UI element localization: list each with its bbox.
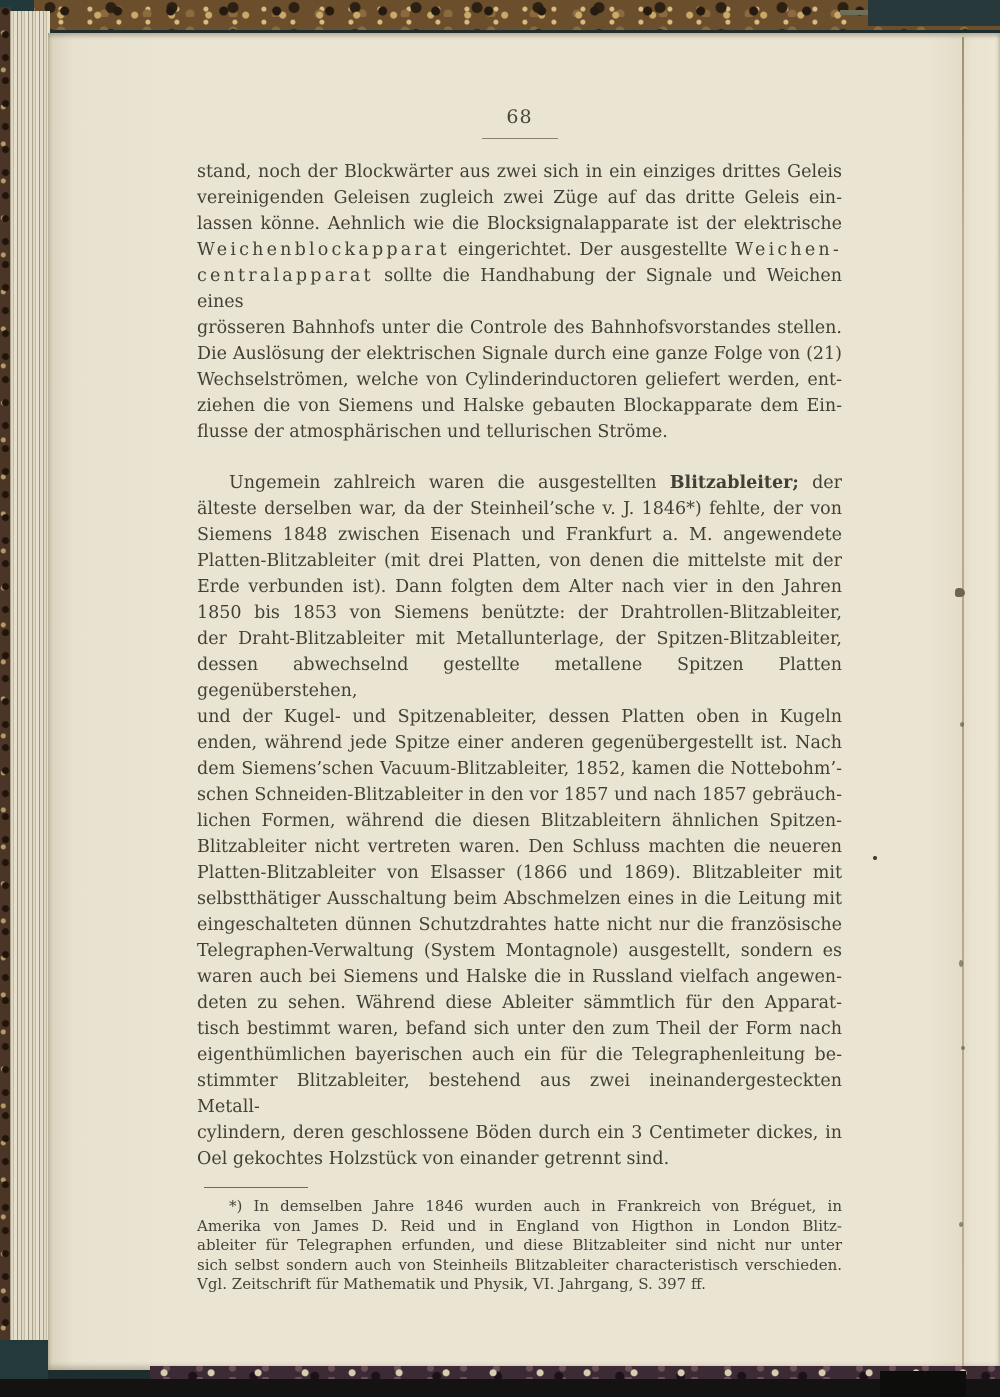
page-header bbox=[197, 33, 842, 139]
cover-bottom-notch bbox=[880, 1371, 966, 1397]
text-segment: Wechselströmen, welche von Cylinderinductoren geliefert werden, ent- bbox=[197, 370, 842, 390]
text-segment: Platten-Blitzableiter (mit drei Platten, von denen die mittelste mit der bbox=[197, 551, 842, 571]
page-number: 68 bbox=[506, 106, 533, 128]
text-segment: Die Auslösung der elektrischen Signale durch eine ganze Folge von (21) bbox=[197, 344, 842, 364]
text-segment: stand, noch der Blockwärter aus zwei sich in ein einziges drittes Geleis bbox=[197, 162, 842, 182]
text-line bbox=[197, 652, 842, 704]
text-line bbox=[197, 886, 842, 912]
text-segment: sich selbst sondern auch von Steinheils Blitzableiter characteristisch verschieden. bbox=[197, 1255, 842, 1274]
footnote-separator-rule bbox=[204, 1187, 308, 1188]
text-segment: lassen könne. Aehnlich wie die Blocksignalapparate ist der elektrische bbox=[197, 214, 842, 234]
text-segment: eingerichtet. Der ausgestellte bbox=[449, 240, 736, 260]
text-line bbox=[197, 393, 842, 419]
text-line bbox=[197, 237, 842, 263]
text-line bbox=[197, 185, 842, 211]
text-block bbox=[197, 33, 842, 1295]
text-line bbox=[197, 1146, 842, 1172]
text-line bbox=[197, 704, 842, 730]
paper-blemish bbox=[955, 588, 965, 597]
text-segment: lichen Formen, während die diesen Blitzableitern ähnlichen Spitzen- bbox=[197, 811, 842, 831]
text-line bbox=[197, 522, 842, 548]
text-segment: selbstthätiger Ausschaltung beim Abschmelzen eines in die Leitung mit bbox=[197, 889, 842, 909]
text-segment: sollte die Handhabung der Signale und Weichen eines bbox=[197, 266, 842, 312]
text-line bbox=[197, 938, 842, 964]
cover-bottom-band bbox=[0, 1379, 1000, 1397]
text-line bbox=[197, 574, 842, 600]
text-segment: ziehen die von Siemens und Halske gebauten Blockapparate dem Ein- bbox=[197, 396, 842, 416]
text-segment: deten zu sehen. Während diese Ableiter sämmtlich für den Apparat- bbox=[197, 993, 842, 1013]
text-segment: enden, während jede Spitze einer anderen gegenübergestellt ist. Nach bbox=[197, 733, 842, 753]
text-segment: cylindern, deren geschlossene Böden durch ein 3 Centimeter dickes, in bbox=[197, 1123, 842, 1143]
text-line bbox=[197, 548, 842, 574]
text-segment: eigenthümlichen bayerischen auch ein für die Telegraphenleitung be- bbox=[197, 1045, 842, 1065]
paragraph-1 bbox=[197, 159, 842, 445]
text-line bbox=[197, 990, 842, 1016]
text-segment: Telegraphen-Verwaltung (System Montagnole) ausgestellt, sondern es bbox=[197, 941, 842, 961]
gutter-fold-line bbox=[962, 37, 964, 1367]
text-line bbox=[197, 211, 842, 237]
text-segment: Erde verbunden ist). Dann folgten dem Alter nach vier in den Jahren bbox=[197, 577, 842, 597]
text-line bbox=[197, 1120, 842, 1146]
text-segment: Blitzableiter nicht vertreten waren. Den Schluss machten die neueren bbox=[197, 837, 842, 857]
text-line bbox=[197, 263, 842, 315]
text-line bbox=[197, 1068, 842, 1120]
text-segment: tisch bestimmt waren, befand sich unter den zum Theil der Form nach bbox=[197, 1019, 842, 1039]
text-line bbox=[197, 1217, 842, 1237]
text-segment: eingeschalteten dünnen Schutzdrahtes hatte nicht nur die französische bbox=[197, 915, 842, 935]
text-line bbox=[197, 1236, 842, 1256]
paper-blemish bbox=[959, 1222, 963, 1227]
body-paragraphs bbox=[197, 159, 842, 1172]
text-line bbox=[197, 834, 842, 860]
letterspaced-term: Weichenblockapparat bbox=[197, 240, 450, 260]
text-segment: der Draht-Blitzableiter mit Metallunterlage, der Spitzen-Blitzableiter, bbox=[197, 629, 842, 649]
cover-top-right-teal bbox=[868, 0, 1000, 26]
text-line bbox=[197, 626, 842, 652]
paper-blemish bbox=[873, 856, 877, 860]
text-segment: Oel gekochtes Holzstück von einander getrennt sind. bbox=[197, 1149, 670, 1169]
text-segment: Ungemein zahlreich waren die ausgestellten bbox=[229, 473, 670, 493]
text-segment: ableiter für Telegraphen erfunden, und diese Blitzableiter sind nicht nur unter bbox=[197, 1236, 842, 1255]
text-line bbox=[197, 912, 842, 938]
text-line bbox=[197, 860, 842, 886]
marbled-cover-top-edge bbox=[0, 0, 1000, 30]
text-line bbox=[197, 600, 842, 626]
text-segment: Platten-Blitzableiter von Elsasser (1866 und 1869). Blitzableiter mit bbox=[197, 863, 842, 883]
text-segment: Amerika von James D. Reid und in England von Higthon in London Blitz- bbox=[197, 1216, 842, 1235]
text-segment: Siemens 1848 zwischen Eisenach und Frankfurt a. M. angewendete bbox=[197, 525, 842, 545]
text-segment: waren auch bei Siemens und Halske die in Russland vielfach angewen- bbox=[197, 967, 842, 987]
text-line bbox=[197, 730, 842, 756]
text-segment: schen Schneiden-Blitzableiter in den vor 1857 und nach 1857 gebräuch- bbox=[197, 785, 842, 805]
text-line bbox=[197, 1042, 842, 1068]
text-line bbox=[197, 419, 842, 445]
text-line bbox=[197, 315, 842, 341]
paper-blemish bbox=[961, 1046, 965, 1050]
text-line bbox=[197, 1016, 842, 1042]
paragraph-2 bbox=[197, 470, 842, 1172]
text-segment: vereinigenden Geleisen zugleich zwei Züge auf das dritte Geleis ein- bbox=[197, 188, 842, 208]
text-segment: älteste derselben war, da der Steinheil’sche v. J. 1846*) fehlte, der von bbox=[197, 499, 842, 519]
bold-term: Blitzableiter; bbox=[669, 473, 799, 493]
text-line bbox=[197, 964, 842, 990]
paper-blemish bbox=[959, 960, 963, 967]
text-segment: stimmter Blitzableiter, bestehend aus zwei ineinandergesteckten Metall- bbox=[197, 1071, 842, 1117]
text-segment: der bbox=[798, 473, 842, 493]
text-line bbox=[197, 341, 842, 367]
paper-blemish bbox=[960, 722, 964, 727]
text-line bbox=[197, 159, 842, 185]
text-segment: dessen abwechselnd gestellte metallene Spitzen Platten gegenüberstehen, bbox=[197, 655, 842, 701]
text-line bbox=[197, 496, 842, 522]
text-line bbox=[197, 1256, 842, 1276]
book-page bbox=[48, 33, 1000, 1370]
text-line bbox=[197, 808, 842, 834]
text-segment: und der Kugel- und Spitzenableiter, dessen Platten oben in Kugeln bbox=[197, 707, 842, 727]
text-line bbox=[197, 782, 842, 808]
footnote bbox=[197, 1197, 842, 1295]
text-line bbox=[197, 1275, 842, 1295]
text-segment: Vgl. Zeitschrift für Mathematik und Physik, VI. Jahrgang, S. 397 ff. bbox=[197, 1275, 706, 1294]
text-segment: dem Siemens’schen Vacuum-Blitzableiter, 1852, kamen die Nottebohm’- bbox=[197, 759, 842, 779]
page-stack-edges bbox=[10, 11, 50, 1363]
text-segment: grösseren Bahnhofs unter die Controle des Bahnhofsvorstandes stellen. bbox=[197, 318, 842, 338]
text-segment: *) In demselben Jahre 1846 wurden auch in Frankreich von Bréguet, in bbox=[229, 1197, 842, 1215]
text-line bbox=[197, 756, 842, 782]
letterspaced-term: centralapparat bbox=[197, 266, 374, 286]
text-line bbox=[197, 367, 842, 393]
text-segment: 1850 bis 1853 von Siemens benützte: der Drahtrollen-Blitzableiter, bbox=[197, 603, 842, 623]
letterspaced-term: Weichen- bbox=[735, 240, 842, 260]
page-number-rule bbox=[482, 138, 558, 139]
text-line bbox=[197, 470, 842, 496]
text-line bbox=[197, 1197, 842, 1217]
footnote-container bbox=[197, 1197, 842, 1295]
text-segment: flusse der atmosphärischen und tellurischen Ströme. bbox=[197, 422, 668, 442]
